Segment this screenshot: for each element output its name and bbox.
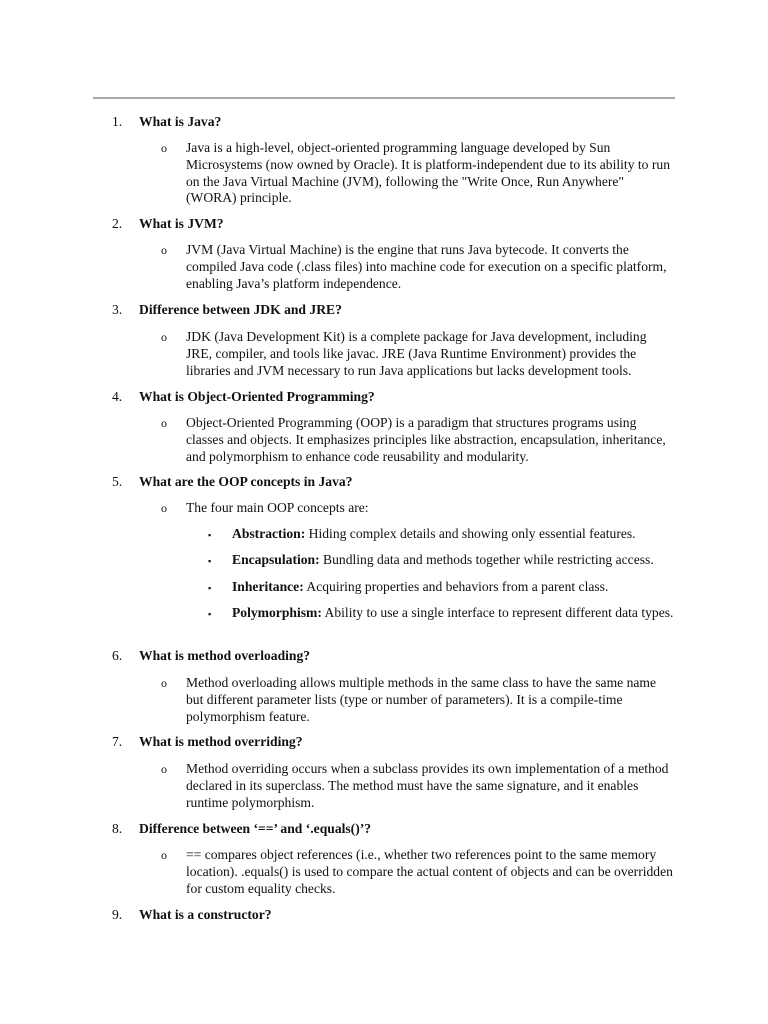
question-number: 7. — [112, 734, 123, 749]
question-number: 4. — [112, 389, 123, 404]
concept-term: Encapsulation: — [232, 552, 320, 567]
answer-bullet-icon: o — [161, 501, 167, 515]
answer-bullet-icon: o — [161, 243, 167, 257]
answer-text: Method overloading allows multiple methods in the same class to have the same name but different parameter lists (type or number of parameters). It is a compile-time polymorphism feature. — [186, 675, 657, 724]
concept-term: Abstraction: — [232, 526, 306, 541]
question-title: What is method overriding? — [139, 734, 303, 749]
square-bullet-icon: ▪ — [208, 609, 212, 619]
answer-bullet-icon: o — [161, 848, 167, 862]
concept-description: Bundling data and methods together while restricting access. — [319, 552, 654, 567]
question-title: What is a constructor? — [139, 907, 272, 922]
question-title: Difference between JDK and JRE? — [139, 302, 342, 317]
answer-text: == compares object references (i.e., whether two references point to the same memory location). .equals() is used to compare the actual content of objects and can be overridden for custom equality checks. — [186, 847, 673, 896]
concept-item — [232, 579, 674, 596]
question-number: 8. — [112, 821, 123, 836]
question-title: What is method overloading? — [139, 648, 311, 663]
answer-text: Method overriding occurs when a subclass provides its own implementation of a method declared in its superclass. The method must have the same signature, and it enables runtime polymorphism. — [186, 761, 669, 810]
question-number: 3. — [112, 302, 123, 317]
question-title: What is Java? — [139, 114, 222, 129]
top-horizontal-rule — [93, 97, 675, 99]
concept-description: Acquiring properties and behaviors from a parent class. — [303, 579, 609, 594]
question-title: What is JVM? — [139, 216, 224, 231]
question-number: 1. — [112, 114, 123, 129]
question-title: What is Object-Oriented Programming? — [139, 389, 375, 404]
answer-bullet-icon: o — [161, 676, 167, 690]
answer-text: JDK (Java Development Kit) is a complete package for Java development, including JRE, compiler, and tools like javac. JRE (Java Runtime Environment) provides the libraries and JVM necessary to run Java applications but lacks development tools. — [186, 329, 647, 378]
question-title: What are the OOP concepts in Java? — [139, 474, 353, 489]
answer-text: Java is a high-level, object-oriented programming language developed by Sun Microsystems (now owned by Oracle). It is platform-independent due to its ability to run on the Java Virtual Machine (JVM), following the "Write Once, Run Anywhere" (WORA) principle. — [186, 140, 670, 206]
answer-bullet-icon: o — [161, 416, 167, 430]
square-bullet-icon: ▪ — [208, 530, 212, 540]
concept-item — [232, 605, 674, 622]
answer-bullet-icon: o — [161, 762, 167, 776]
question-number: 5. — [112, 474, 123, 489]
concept-term: Inheritance: — [232, 579, 304, 594]
concept-description: Ability to use a single interface to represent different data types. — [321, 605, 674, 620]
concept-item — [232, 552, 674, 569]
question-title: Difference between ‘==’ and ‘.equals()’? — [139, 821, 372, 836]
answer-text: The four main OOP concepts are: — [186, 500, 369, 515]
concept-description: Hiding complex details and showing only essential features. — [305, 526, 636, 541]
square-bullet-icon: ▪ — [208, 583, 212, 593]
answer-bullet-icon: o — [161, 330, 167, 344]
question-number: 9. — [112, 907, 123, 922]
answer-text: Object-Oriented Programming (OOP) is a paradigm that structures programs using classes and objects. It emphasizes principles like abstraction, encapsulation, inheritance, and polymorphism to enhance code reusability and modularity. — [186, 415, 666, 464]
concept-term: Polymorphism: — [232, 605, 322, 620]
question-number: 6. — [112, 648, 123, 663]
concept-item — [232, 526, 674, 543]
answer-text: JVM (Java Virtual Machine) is the engine that runs Java bytecode. It converts the compiled Java code (.class files) into machine code for execution on a specific platform, enabling Java’s platform independence. — [186, 242, 667, 291]
question-number: 2. — [112, 216, 123, 231]
answer-bullet-icon: o — [161, 141, 167, 155]
square-bullet-icon: ▪ — [208, 556, 212, 566]
